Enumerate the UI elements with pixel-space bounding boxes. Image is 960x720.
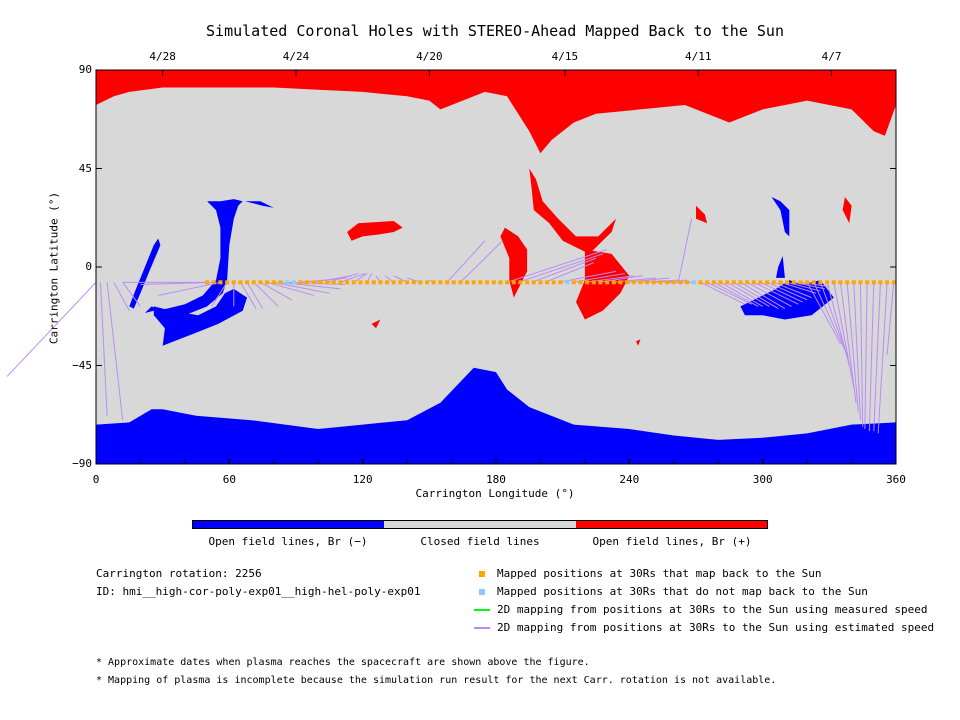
- mapped-position-88: [792, 280, 796, 284]
- mapped-position-40: [472, 280, 476, 284]
- mapped-position-39: [465, 280, 469, 284]
- mapped-position-65: [638, 280, 642, 284]
- mapped-position-100: [872, 280, 876, 284]
- legend-label-1: Mapped positions at 30Rs that do not map back to the Sun: [497, 585, 868, 598]
- mapped-position-32: [418, 280, 422, 284]
- mapped-position-94: [832, 280, 836, 284]
- x-tick-label-2: 120: [352, 473, 373, 486]
- mapped-position-64: [632, 280, 636, 284]
- mapped-position-34: [432, 280, 436, 284]
- mapped-position-52: [552, 280, 556, 284]
- colorbar-frame: [192, 520, 768, 529]
- mapped-position-74: [698, 280, 702, 284]
- mapped-position-72: [685, 280, 689, 284]
- mapped-position-25: [372, 280, 376, 284]
- carrington-rotation: Carrington rotation: 2256: [96, 567, 262, 580]
- mapped-position-83: [758, 280, 762, 284]
- mapped-position-49: [532, 280, 536, 284]
- mapped-position-11: [278, 280, 282, 284]
- not-mapped-position-12: [285, 280, 289, 284]
- mapped-position-87: [785, 280, 789, 284]
- x-tick-label-3: 180: [486, 473, 506, 486]
- x-tick-label-6: 360: [886, 473, 906, 486]
- mapped-position-48: [525, 280, 529, 284]
- mapped-position-38: [458, 280, 462, 284]
- mapped-position-101: [878, 280, 882, 284]
- mapped-position-78: [725, 280, 729, 284]
- mapped-position-98: [858, 280, 862, 284]
- mapped-position-42: [485, 280, 489, 284]
- mapped-position-20: [338, 280, 342, 284]
- mapped-position-80: [738, 280, 742, 284]
- mapped-position-47: [518, 280, 522, 284]
- mapped-position-70: [672, 280, 676, 284]
- mapped-position-27: [385, 280, 389, 284]
- mapped-position-79: [732, 280, 736, 284]
- mapped-position-45: [505, 280, 509, 284]
- legend-label-2: 2D mapping from positions at 30Rs to the Sun using measured speed: [497, 603, 928, 616]
- mapped-position-62: [618, 280, 622, 284]
- mapped-position-7: [252, 280, 256, 284]
- mapped-position-76: [712, 280, 716, 284]
- not-mapped-position-54: [565, 280, 569, 284]
- mapped-position-68: [658, 280, 662, 284]
- colorbar-label-positive: Open field lines, Br (+): [592, 535, 752, 548]
- mapped-position-75: [705, 280, 709, 284]
- mapped-position-46: [512, 280, 516, 284]
- mapped-position-21: [345, 280, 349, 284]
- mapped-position-0: [205, 280, 209, 284]
- mapped-position-102: [885, 280, 889, 284]
- mapped-position-67: [652, 280, 656, 284]
- x-tick-label-5: 300: [752, 473, 773, 486]
- mapped-position-51: [545, 280, 549, 284]
- mapped-position-86: [778, 280, 782, 284]
- y-tick-label-3: 45: [78, 161, 92, 175]
- mapped-position-3: [225, 280, 229, 284]
- mapped-position-92: [818, 280, 822, 284]
- mapped-position-63: [625, 280, 629, 284]
- mapped-position-18: [325, 280, 329, 284]
- x-tick-label-1: 60: [222, 473, 236, 486]
- map-layer: [96, 70, 896, 464]
- mapped-position-89: [798, 280, 802, 284]
- mapped-position-81: [745, 280, 749, 284]
- mapped-position-33: [425, 280, 429, 284]
- mapped-position-90: [805, 280, 809, 284]
- mapped-position-17: [318, 280, 322, 284]
- y-tick-label-1: −45: [72, 358, 92, 372]
- colorbar-label-negative: Open field lines, Br (−): [208, 535, 368, 548]
- top-date-label-5: 4/7: [821, 50, 842, 63]
- x-axis-label: Carrington Longitude (°): [415, 487, 575, 500]
- y-tick-label-4: 90: [78, 63, 92, 76]
- mapped-position-103: [892, 280, 896, 284]
- mapped-position-19: [332, 280, 336, 284]
- top-date-label-1: 4/24: [282, 50, 310, 63]
- mapped-position-44: [498, 280, 502, 284]
- top-date-label-3: 4/15: [551, 50, 579, 63]
- mapped-position-41: [478, 280, 482, 284]
- y-axis-label: Carrington Latitude (°): [47, 191, 61, 345]
- run-id: ID: hmi__high-cor-poly-exp01__high-hel-poly-exp01: [96, 585, 421, 598]
- mapped-position-6: [245, 280, 249, 284]
- mapped-position-31: [412, 280, 416, 284]
- mapped-position-95: [838, 280, 842, 284]
- mapped-position-96: [845, 280, 849, 284]
- mapped-position-56: [578, 280, 582, 284]
- mapped-position-24: [365, 280, 369, 284]
- mapped-position-91: [812, 280, 816, 284]
- not-mapped-position-73: [692, 280, 696, 284]
- mapped-position-15: [305, 280, 309, 284]
- y-tick-label-0: −90: [72, 457, 92, 470]
- mapped-position-9: [265, 280, 269, 284]
- mapped-position-23: [358, 280, 362, 284]
- mapped-position-50: [538, 280, 542, 284]
- mapped-position-14: [298, 280, 302, 284]
- mapped-position-66: [645, 280, 649, 284]
- mapped-position-77: [718, 280, 722, 284]
- mapped-position-53: [558, 280, 562, 284]
- mapped-position-16: [312, 280, 316, 284]
- legend-marker-3: [474, 627, 490, 629]
- y-tick-label-2: 0: [85, 260, 92, 273]
- mapped-position-82: [752, 280, 756, 284]
- mapped-position-36: [445, 280, 449, 284]
- colorbar-label-closed: Closed field lines: [420, 535, 540, 548]
- mapped-position-55: [572, 280, 576, 284]
- footnote-incomplete: * Mapping of plasma is incomplete because the simulation run result for the next Carr. rotation is not available.: [96, 675, 777, 686]
- mapped-position-99: [865, 280, 869, 284]
- x-tick-label-0: 0: [92, 473, 100, 486]
- mapped-position-5: [238, 280, 242, 284]
- top-date-label-4: 4/11: [684, 50, 712, 63]
- mapped-position-22: [352, 280, 356, 284]
- mapped-position-8: [258, 280, 262, 284]
- legend-marker-1: [479, 589, 485, 595]
- mapped-position-58: [592, 280, 596, 284]
- mapped-position-69: [665, 280, 669, 284]
- mapped-position-28: [392, 280, 396, 284]
- mapped-position-2: [218, 280, 222, 284]
- mapped-position-4: [232, 280, 236, 284]
- mapped-position-30: [405, 280, 409, 284]
- legend-marker-0: [479, 571, 485, 577]
- not-mapped-position-13: [292, 280, 296, 284]
- legend-marker-2: [474, 609, 490, 611]
- mapped-position-10: [272, 280, 276, 284]
- mapped-position-84: [765, 280, 769, 284]
- mapped-position-85: [772, 280, 776, 284]
- mapped-position-61: [612, 280, 616, 284]
- mapped-position-29: [398, 280, 402, 284]
- mapped-position-57: [585, 280, 589, 284]
- top-date-label-2: 4/20: [416, 50, 443, 63]
- mapped-position-43: [492, 280, 496, 284]
- mapped-position-71: [678, 280, 682, 284]
- mapped-position-37: [452, 280, 456, 284]
- top-date-label-0: 4/28: [149, 50, 176, 63]
- legend-label-0: Mapped positions at 30Rs that map back to the Sun: [497, 567, 822, 580]
- mapped-position-35: [438, 280, 442, 284]
- legend-label-3: 2D mapping from positions at 30Rs to the Sun using estimated speed: [497, 621, 935, 634]
- chart-title: Simulated Coronal Holes with STEREO-Ahead Mapped Back to the Sun: [206, 22, 784, 40]
- mapped-position-26: [378, 280, 382, 284]
- x-tick-label-4: 240: [619, 473, 640, 486]
- footnote-dates: * Approximate dates when plasma reaches the spacecraft are shown above the figure.: [96, 657, 590, 668]
- mapped-position-97: [852, 280, 856, 284]
- mapped-position-1: [212, 280, 216, 284]
- mapped-position-60: [605, 280, 609, 284]
- mapped-position-93: [825, 280, 829, 284]
- mapped-position-59: [598, 280, 602, 284]
